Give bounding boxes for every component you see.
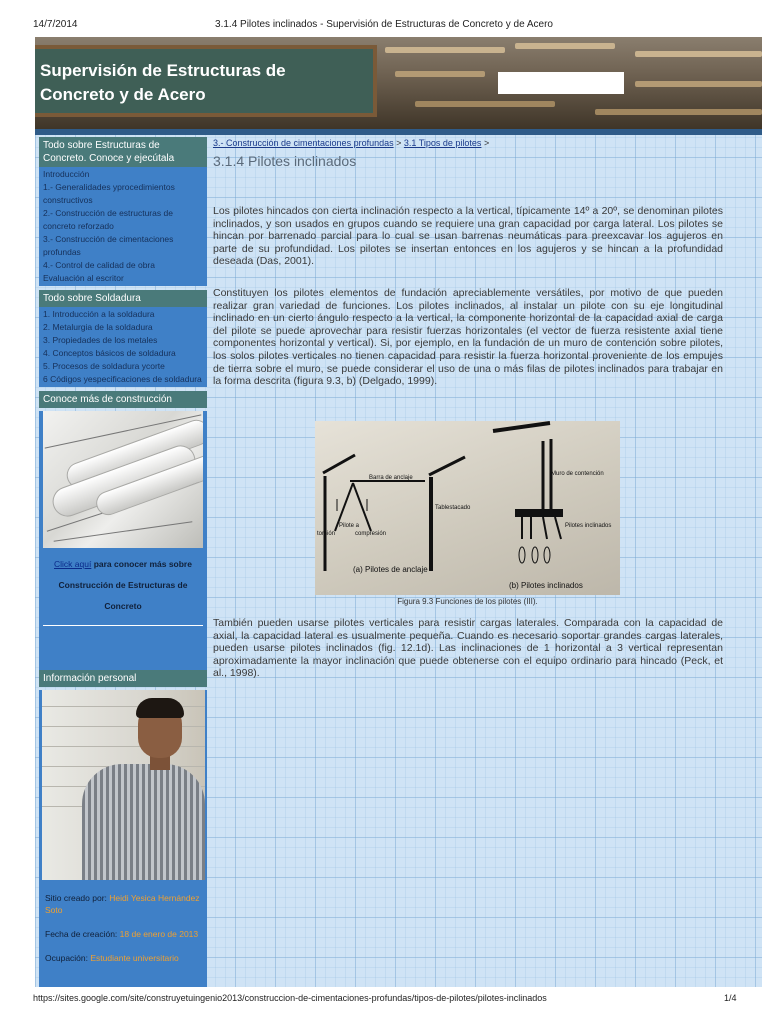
page-title: 3.1.4 Pilotes inclinados <box>213 153 357 169</box>
banner-desk <box>385 47 505 53</box>
site-banner <box>35 37 762 129</box>
paragraph-intro: Los pilotes hincados con cierta inclinación respecto a la vertical, típicamente 14º a 20º, se denominan pilotes inclinados, y son usados en grupos cuando se requiere una gran capacidad por carga lateral. Los pilotes se hincan por barrenado parcial para lo cual se usan barrenas neumáticas para preexcavar los agujeros en parte de su profundidad. Los pilotes se insertan entonces en los agujeros y se hincan a la profundidad deseada (Das, 2001). <box>213 205 723 268</box>
sidebar-spacer <box>39 626 207 670</box>
sidebar <box>39 135 207 987</box>
sidebar-list-concreto <box>39 167 207 286</box>
figure-label: Muro de contención <box>551 471 604 477</box>
info-label: Fecha de creación: <box>45 929 118 939</box>
breadcrumb-separator: > <box>393 138 404 148</box>
print-title: 3.1.4 Pilotes inclinados - Supervisión de Estructuras de Concreto y de Acero <box>215 19 553 30</box>
promo-text-part: Concreto <box>104 601 142 611</box>
sidebar-item-procesos[interactable]: 5. Procesos de soldadura ycorte <box>43 361 165 371</box>
blueprints-image[interactable] <box>43 411 203 548</box>
info-created-by <box>39 892 207 916</box>
print-footer <box>0 990 768 1010</box>
banner-desk <box>635 51 762 57</box>
sidebar-item-control-calidad[interactable]: 4.- Control de calidad de obra <box>43 260 155 270</box>
click-here-link[interactable]: Click aquí <box>54 559 92 569</box>
banner-desk <box>635 81 762 87</box>
figure-label: Pilotes inclinados <box>565 523 612 529</box>
figure-caption: Figura 9.3 Funciones de los pilotes (III). <box>397 597 538 606</box>
banner-desk <box>395 71 485 77</box>
breadcrumb-separator: > <box>481 138 490 148</box>
figure-pile-functions <box>315 421 620 595</box>
breadcrumb-tipos-pilotes[interactable]: 3.1 Tipos de pilotes <box>403 138 482 148</box>
breadcrumb <box>213 138 489 148</box>
banner-desk <box>595 109 762 115</box>
brick-line <box>42 746 205 747</box>
info-value: Heidi Yesica Hernández Soto <box>45 893 200 915</box>
info-occupation <box>39 952 207 964</box>
banner-white-box <box>498 72 624 94</box>
print-header <box>0 0 768 36</box>
print-page-number: 1/4 <box>724 993 737 1003</box>
sidebar-item-evaluacion[interactable]: Evaluación al escritor <box>43 273 124 283</box>
sidebar-item-concreto-reforzado[interactable]: 2.- Construcción de estructuras de concreto reforzado <box>43 208 173 231</box>
paragraph-versatiles: Constituyen los pilotes elementos de fundación apreciablemente versátiles, por motivo de que pueden realizar gran variedad de funciones. Los pilotes inclinados, al instalar un pilote con su eje longitudinal inclinado en un cierto ángulo respecto a la vertical, la componente horizontal de la capacidad axial de carga del pilote se puede aprovechar para resistir fuerzas horizontales (el vector de fuerza resistente axial tiene componentes horizontal y vertical). Si, por ejemplo, en la fundación de un muro de contención sobre pilotes, los solos pilotes verticales no tienen capacidad para resistir la fuerza horizontal proveniente de los empujes de tierra sobre el muro, se puede considerar el uso de una o más filas de pilotes inclinados para trabajar en la forma descrita (figura 9.3, b) (Delgado, 1999). <box>213 287 723 388</box>
figure-label: Barra de anclaje <box>369 475 413 481</box>
info-label: Sitio creado por: <box>45 893 107 903</box>
print-url: https://sites.google.com/site/construyetuingenio2013/construccion-de-cimentaciones-profundas/tipos-de-pilotes/pilotes-inclinados <box>33 993 547 1003</box>
info-value: 18 de enero de 2013 <box>119 929 199 939</box>
promo-text <box>39 548 207 623</box>
profile-hair <box>136 698 184 718</box>
sidebar-item-metalurgia[interactable]: 2. Metalurgia de la soldadura <box>43 322 153 332</box>
figure-label: (a) Pilotes de anclaje <box>353 565 428 574</box>
site-title-line: Supervisión de Estructuras de <box>40 61 286 80</box>
info-date <box>39 928 207 940</box>
paragraph-cargas-laterales: También pueden usarse pilotes verticales para resistir cargas laterales. Comparada con la capacidad de axial, la capacidad lateral es usualmente pequeña. Cuando es necesario soportar grandes cargas laterales, pueden usarse pilotes inclinados (fig. 12.1d). Las inclinaciones de 1 horizontal a 3 vertical representan aproximadamente la mayor inclinación que puede obtenerse con el equipo ordinario para hincado (Peck, et al., 1998). <box>213 617 723 680</box>
sidebar-heading-construccion: Conoce más de construcción <box>39 391 207 408</box>
sidebar-heading-info: Información personal <box>39 670 207 687</box>
site-title-line: Concreto y de Acero <box>40 85 206 104</box>
banner-desk <box>515 43 615 49</box>
sidebar-list-soldadura <box>39 307 207 387</box>
promo-text-part: para conocer más sobre <box>91 559 192 569</box>
profile-shirt <box>82 764 205 880</box>
info-label: Ocupación: <box>45 953 88 963</box>
sidebar-item-conceptos[interactable]: 4. Conceptos básicos de soldadura <box>43 348 176 358</box>
sidebar-item-codigos[interactable]: 6 Códigos yespecificaciones de soldadura <box>43 374 202 384</box>
figure-label: compresión <box>355 531 387 537</box>
sidebar-item-intro-soldadura[interactable]: 1. Introducción a la soldadura <box>43 309 155 319</box>
figure-label: torsión <box>317 531 336 537</box>
promo-text-part: Construcción de Estructuras de <box>58 580 188 590</box>
banner-desk <box>415 101 555 107</box>
sidebar-promo-box <box>39 411 207 670</box>
figure-label: (b) Pilotes inclinados <box>509 581 583 590</box>
sidebar-item-propiedades[interactable]: 3. Propiedades de los metales <box>43 335 158 345</box>
sidebar-heading-soldadura: Todo sobre Soldadura <box>39 290 207 307</box>
sidebar-heading-concreto: Todo sobre Estructuras de Concreto. Conoce y ejecútala <box>39 137 207 167</box>
figure-label: Pilote a <box>339 523 360 529</box>
info-value: Estudiante universitario <box>90 953 179 963</box>
print-date: 14/7/2014 <box>33 19 78 30</box>
figure-label: Tablestacado <box>435 505 471 511</box>
sidebar-item-introduccion[interactable]: Introducción <box>43 169 90 179</box>
blueprint-line <box>54 521 193 541</box>
sidebar-profile-box <box>39 690 207 987</box>
site-title[interactable] <box>40 59 286 107</box>
main-content <box>213 135 760 987</box>
sidebar-item-cimentaciones[interactable]: 3.- Construcción de cimentaciones profundas <box>43 234 174 257</box>
breadcrumb-cimentaciones[interactable]: 3.- Construcción de cimentaciones profundas <box>213 138 394 148</box>
site-page <box>35 37 762 987</box>
profile-photo <box>42 690 205 880</box>
sidebar-item-generalidades[interactable]: 1.- Generalidades yprocedimientos constructivos <box>43 182 175 205</box>
